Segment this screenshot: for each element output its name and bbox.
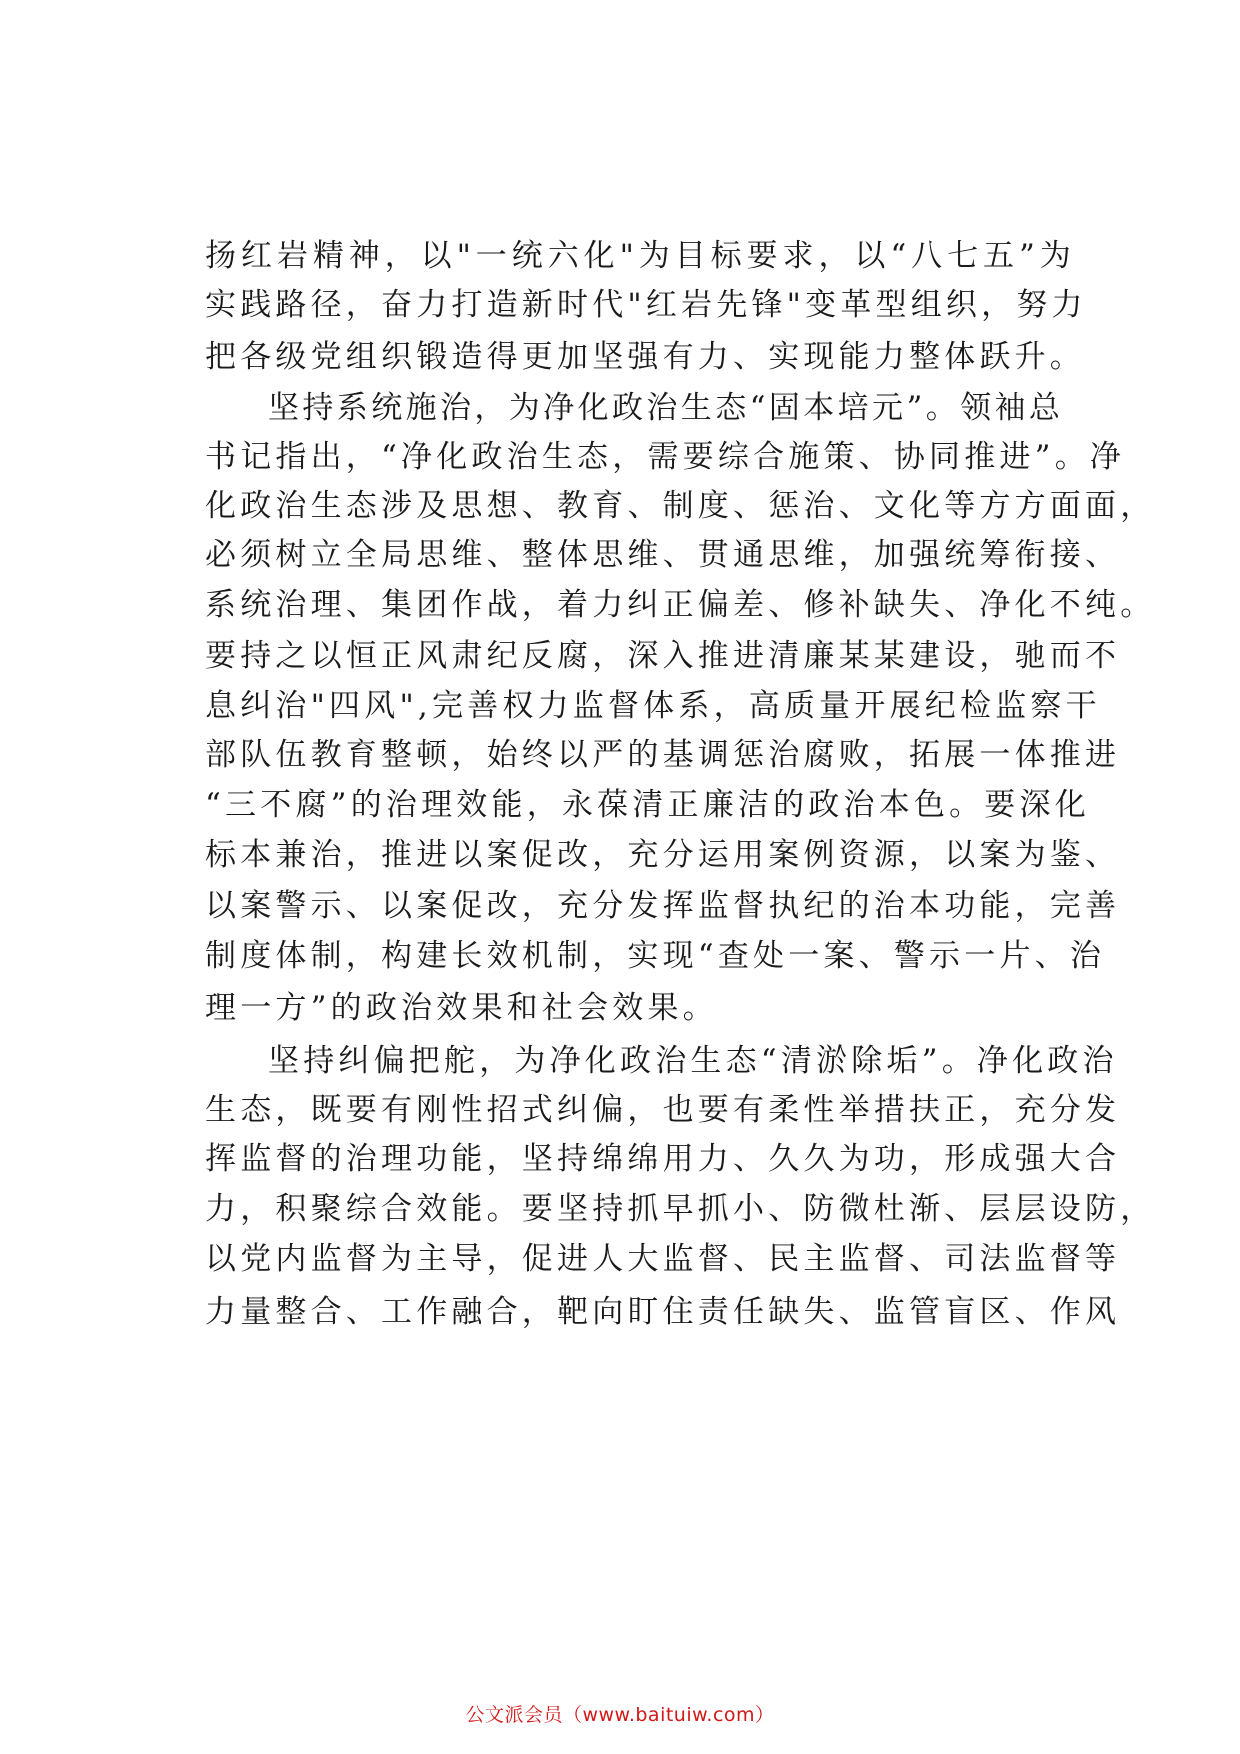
text-line: 部队伍教育整顿，始终以严的基调惩治腐败，拓展一体推进 [205,737,1121,773]
text-line: 力，积聚综合效能。要坚持抓早抓小、防微杜渐、层层设防， [205,1191,1156,1227]
text-line: “三不腐”的治理效能，永葆清正廉洁的政治本色。要深化 [205,787,1090,823]
text-line: 息纠治"四风",完善权力监督体系，高质量开展纪检监察干 [205,688,1101,724]
text-line: 挥监督的治理功能，坚持绵绵用力、久久为功，形成强大合 [205,1141,1121,1177]
text-line: 把各级党组织锻造得更加坚强有力、实现能力整体跃升。 [205,339,1085,375]
text-line: 书记指出，“净化政治生态，需要综合施策、协同推进”。净 [205,439,1126,475]
text-line: 化政治生态涉及思想、教育、制度、惩治、文化等方方面面， [205,488,1156,524]
text-line: 以案警示、以案促改，充分发挥监督执纪的治本功能，完善 [205,888,1121,924]
text-line: 要持之以恒正风肃纪反腐，深入推进清廉某某建设，驰而不 [205,638,1121,674]
text-line: 扬红岩精神，以"一统六化"为目标要求，以“八七五”为 [205,238,1075,274]
text-line: 理一方”的政治效果和社会效果。 [205,990,718,1026]
text-line: 实践路径，奋力打造新时代"红岩先锋"变革型组织，努力 [205,287,1087,323]
text-line: 生态，既要有刚性招式纠偏，也要有柔性举措扶正，充分发 [205,1092,1121,1128]
text-line: 标本兼治，推进以案促改，充分运用案例资源，以案为鉴、 [205,837,1121,873]
text-line: 以党内监督为主导，促进人大监督、民主监督、司法监督等 [205,1241,1121,1277]
text-line: 系统治理、集团作战，着力纠正偏差、修补缺失、净化不纯。 [205,587,1156,623]
text-line: 必须树立全局思维、整体思维、贯通思维，加强统筹衔接、 [205,537,1121,573]
text-line: 力量整合、工作融合，靶向盯住责任缺失、监管盲区、作风 [205,1294,1121,1330]
text-line: 坚持纠偏把舵，为净化政治生态“清淤除垢”。净化政治 [268,1043,1118,1079]
text-line: 制度体制，构建长效机制，实现“查处一案、警示一片、治 [205,938,1106,974]
text-line: 坚持系统施治，为净化政治生态“固本培元”。领袖总 [268,390,1064,426]
footer-watermark: 公文派会员（www.baituiw.com） [465,1704,775,1726]
